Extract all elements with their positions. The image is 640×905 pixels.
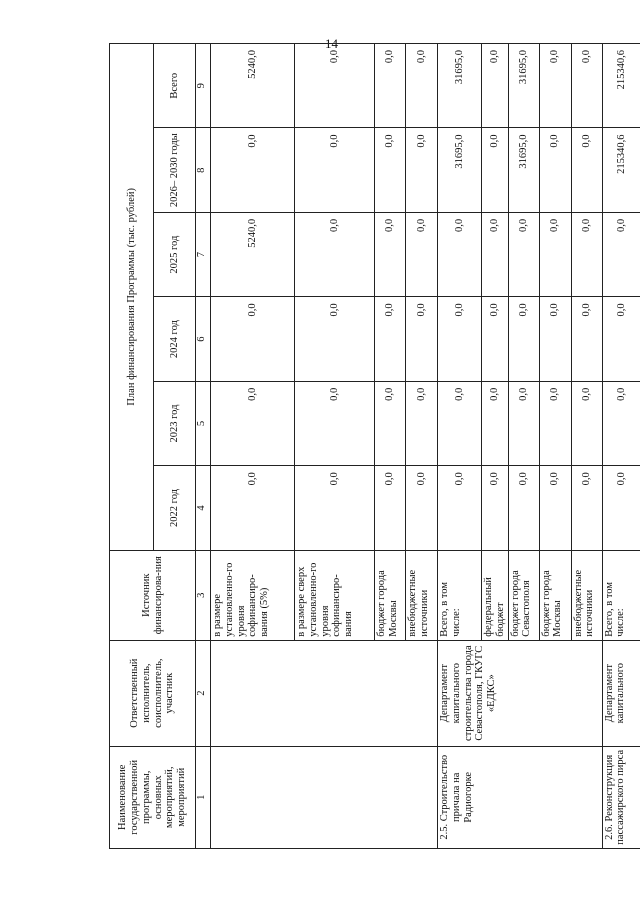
amount-cell: 0,0 [211,297,295,381]
amount-cell: 0,0 [375,466,406,550]
amount-cell: 0,0 [406,297,438,381]
index-cell: 4 [196,466,211,550]
amount-cell: 5240,0 [211,44,295,128]
program-name-cell: 2.6. Реконструкция пассажирского пирса [602,746,640,848]
index-cell: 6 [196,297,211,381]
amount-cell: 0,0 [539,128,571,212]
funding-source-cell: бюджет города Москвы [539,550,571,640]
amount-cell: 0,0 [482,128,509,212]
index-cell: 5 [196,381,211,465]
index-cell: 8 [196,128,211,212]
amount-cell: 0,0 [571,381,602,465]
amount-cell: 0,0 [602,466,640,550]
amount-cell: 31695,0 [438,128,482,212]
amount-cell: 0,0 [295,128,375,212]
funding-source-cell: в размере сверх установленно-го уровня софинансиро-вания [295,550,375,640]
amount-cell: 0,0 [539,44,571,128]
amount-cell: 0,0 [571,466,602,550]
amount-cell: 0,0 [375,381,406,465]
header-funding-source: Источник финансирова-ния [110,550,196,640]
amount-cell: 0,0 [571,128,602,212]
header-year-2025: 2025 год [154,212,196,296]
executor-cell [211,640,438,746]
funding-source-cell: внебюджетные источники [406,550,438,640]
header-year-2023: 2023 год [154,381,196,465]
amount-cell: 31695,0 [508,128,539,212]
amount-cell: 0,0 [438,381,482,465]
amount-cell: 0,0 [211,381,295,465]
amount-cell: 0,0 [539,466,571,550]
table-row [602,44,640,849]
header-year-2022: 2022 год [154,466,196,550]
amount-cell: 0,0 [295,44,375,128]
financing-table [109,43,640,849]
amount-cell: 0,0 [406,212,438,296]
amount-cell: 0,0 [602,297,640,381]
amount-cell: 0,0 [539,297,571,381]
amount-cell: 0,0 [438,212,482,296]
amount-cell: 0,0 [295,381,375,465]
amount-cell: 0,0 [482,212,509,296]
amount-cell: 0,0 [508,381,539,465]
page-number: 14 [325,36,338,51]
funding-source-cell: в размере установленно-го уровня софинансиро-вания (5%) [211,550,295,640]
index-cell: 9 [196,44,211,128]
funding-source-cell: бюджет города Москвы [375,550,406,640]
amount-cell: 0,0 [375,297,406,381]
amount-cell: 0,0 [406,381,438,465]
header-plan-title: План финансирования Программы (тыс. рублей) [110,44,154,551]
amount-cell: 0,0 [375,44,406,128]
rotated-table-container [109,43,628,849]
executor-cell: Департамент капитального [602,640,640,746]
amount-cell: 0,0 [602,381,640,465]
index-cell: 1 [196,746,211,848]
amount-cell: 0,0 [295,466,375,550]
program-name-cell [211,746,438,848]
amount-cell: 0,0 [295,297,375,381]
amount-cell: 0,0 [508,466,539,550]
amount-cell: 0,0 [571,297,602,381]
funding-source-cell: Всего, в том числе: [602,550,640,640]
executor-cell: Департамент капитального строительства города Севастополя, ГКУГС «ЕДКС» [438,640,603,746]
amount-cell: 0,0 [571,212,602,296]
header-year-2024: 2024 год [154,297,196,381]
amount-cell: 0,0 [602,212,640,296]
amount-cell: 0,0 [211,466,295,550]
amount-cell: 0,0 [482,44,509,128]
header-year-2026-2030: 2026– 2030 годы [154,128,196,212]
amount-cell: 0,0 [539,381,571,465]
amount-cell: 0,0 [482,381,509,465]
amount-cell: 0,0 [482,466,509,550]
amount-cell: 31695,0 [508,44,539,128]
funding-source-cell: Всего, в том числе: [438,550,482,640]
amount-cell: 215340,6 [602,128,640,212]
amount-cell: 0,0 [406,466,438,550]
amount-cell: 0,0 [571,44,602,128]
amount-cell: 0,0 [508,212,539,296]
amount-cell: 5240,0 [211,212,295,296]
index-cell: 3 [196,550,211,640]
funding-source-cell: бюджет города Севастополя [508,550,539,640]
amount-cell: 0,0 [211,128,295,212]
index-cell: 7 [196,212,211,296]
amount-cell: 215340,6 [602,44,640,128]
program-name-cell: 2.5. Строительство причала на Радиогорке [438,746,603,848]
funding-source-cell: федеральный бюджет [482,550,509,640]
amount-cell: 0,0 [375,212,406,296]
amount-cell: 0,0 [482,297,509,381]
header-executor: Ответственный исполнитель, соисполнитель, участник [110,640,196,746]
amount-cell: 0,0 [375,128,406,212]
amount-cell: 0,0 [406,128,438,212]
header-total: Всего [154,44,196,128]
amount-cell: 0,0 [508,297,539,381]
table-row [438,44,482,849]
amount-cell: 0,0 [295,212,375,296]
header-program-name: Наименование государственной программы, основных мероприятий, мероприятий [110,746,196,848]
amount-cell: 0,0 [438,297,482,381]
amount-cell: 0,0 [438,466,482,550]
funding-source-cell: внебюджетные источники [571,550,602,640]
table-row [211,44,295,849]
amount-cell: 31695,0 [438,44,482,128]
amount-cell: 0,0 [539,212,571,296]
amount-cell: 0,0 [406,44,438,128]
index-cell: 2 [196,640,211,746]
